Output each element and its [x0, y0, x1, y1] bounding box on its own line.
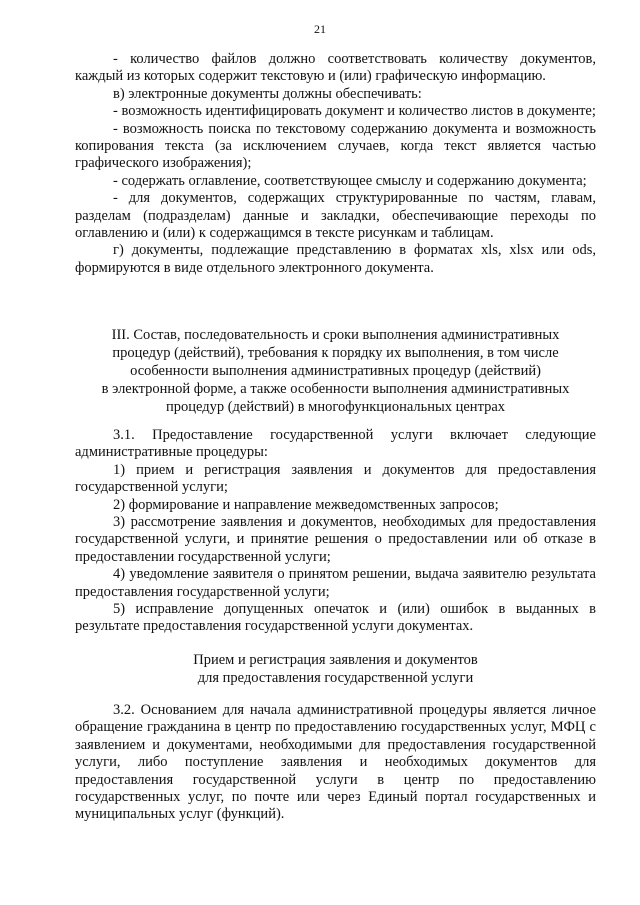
paragraph: - количество файлов должно соответствовать количеству документов, каждый из которых содержит текстовую и (или) графическую информацию. [75, 51, 596, 85]
heading-line: для предоставления государственной услуги [197, 670, 474, 686]
section-heading [75, 326, 596, 416]
heading-line: Прием и регистрация заявления и документов [193, 652, 478, 668]
requirements-list [75, 51, 596, 277]
paragraph: - содержать оглавление, соответствующее смыслу и содержанию документа; [113, 172, 587, 189]
paragraph: г) документы, подлежащие представлению в форматах xls, xlsx или ods, формируются в виде отдельного электронного документа. [75, 242, 596, 276]
heading-line: в электронной форме, а также особенности выполнения административных [101, 381, 570, 397]
paragraph: 5) исправление допущенных опечаток и (или) ошибок в выданных в результате предоставления государственной услуги документах. [75, 601, 596, 635]
page-number: 21 [314, 22, 326, 36]
heading-line: процедур (действий), требования к порядку их выполнения, в том числе [112, 345, 559, 361]
paragraph-3-2 [75, 702, 596, 824]
paragraph: - для документов, содержащих структурированные по частям, главам, разделам (подразделам) данные и закладки, обеспечивающие переходы по оглавлению и (или) к содержащимся в тексте рисункам и таблицам. [75, 190, 596, 242]
paragraph: 2) формирование и направление межведомственных запросов; [113, 496, 499, 513]
paragraph: 4) уведомление заявителя о принятом решении, выдача заявителю результата предоставления государственной услуги; [75, 566, 596, 600]
paragraph: 3.1. Предоставление государственной услуги включает следующие административные процедуры: [75, 427, 596, 461]
paragraph: - возможность идентифицировать документ и количество листов в документе; [113, 103, 596, 120]
paragraph: в) электронные документы должны обеспечивать: [113, 85, 422, 102]
heading-line: процедур (действий) в многофункциональных центрах [165, 399, 506, 415]
heading-line: особенности выполнения административных процедур (действий) [130, 363, 541, 379]
paragraph: - возможность поиска по текстовому содержанию документа и возможность копирования текста (за исключением случаев, когда текст является частью графического изображения); [75, 120, 596, 172]
paragraph: 3.2. Основанием для начала административной процедуры является личное обращение гражданина в центр по предоставлению государственных услуг, МФЦ с заявлением и документами, необходимыми для предоставления государственной услуги, либо поступление заявления и необходимых документов для предоставления государственной услуги в центр по предоставлению государственных услуг, по почте или через Единый портал государственных и муниципальных услуг (функций). [75, 702, 596, 823]
subsection-heading [75, 651, 596, 687]
paragraph: 3) рассмотрение заявления и документов, необходимых для предоставления государственной услуги, и принятие решения о предоставлении или об отказе в предоставлении государственной услуги; [75, 514, 596, 565]
procedures-list [75, 427, 596, 636]
paragraph: 1) прием и регистрация заявления и документов для предоставления государственной услуги; [75, 461, 596, 496]
heading-line: III. Состав, последовательность и сроки выполнения административных [111, 327, 560, 343]
